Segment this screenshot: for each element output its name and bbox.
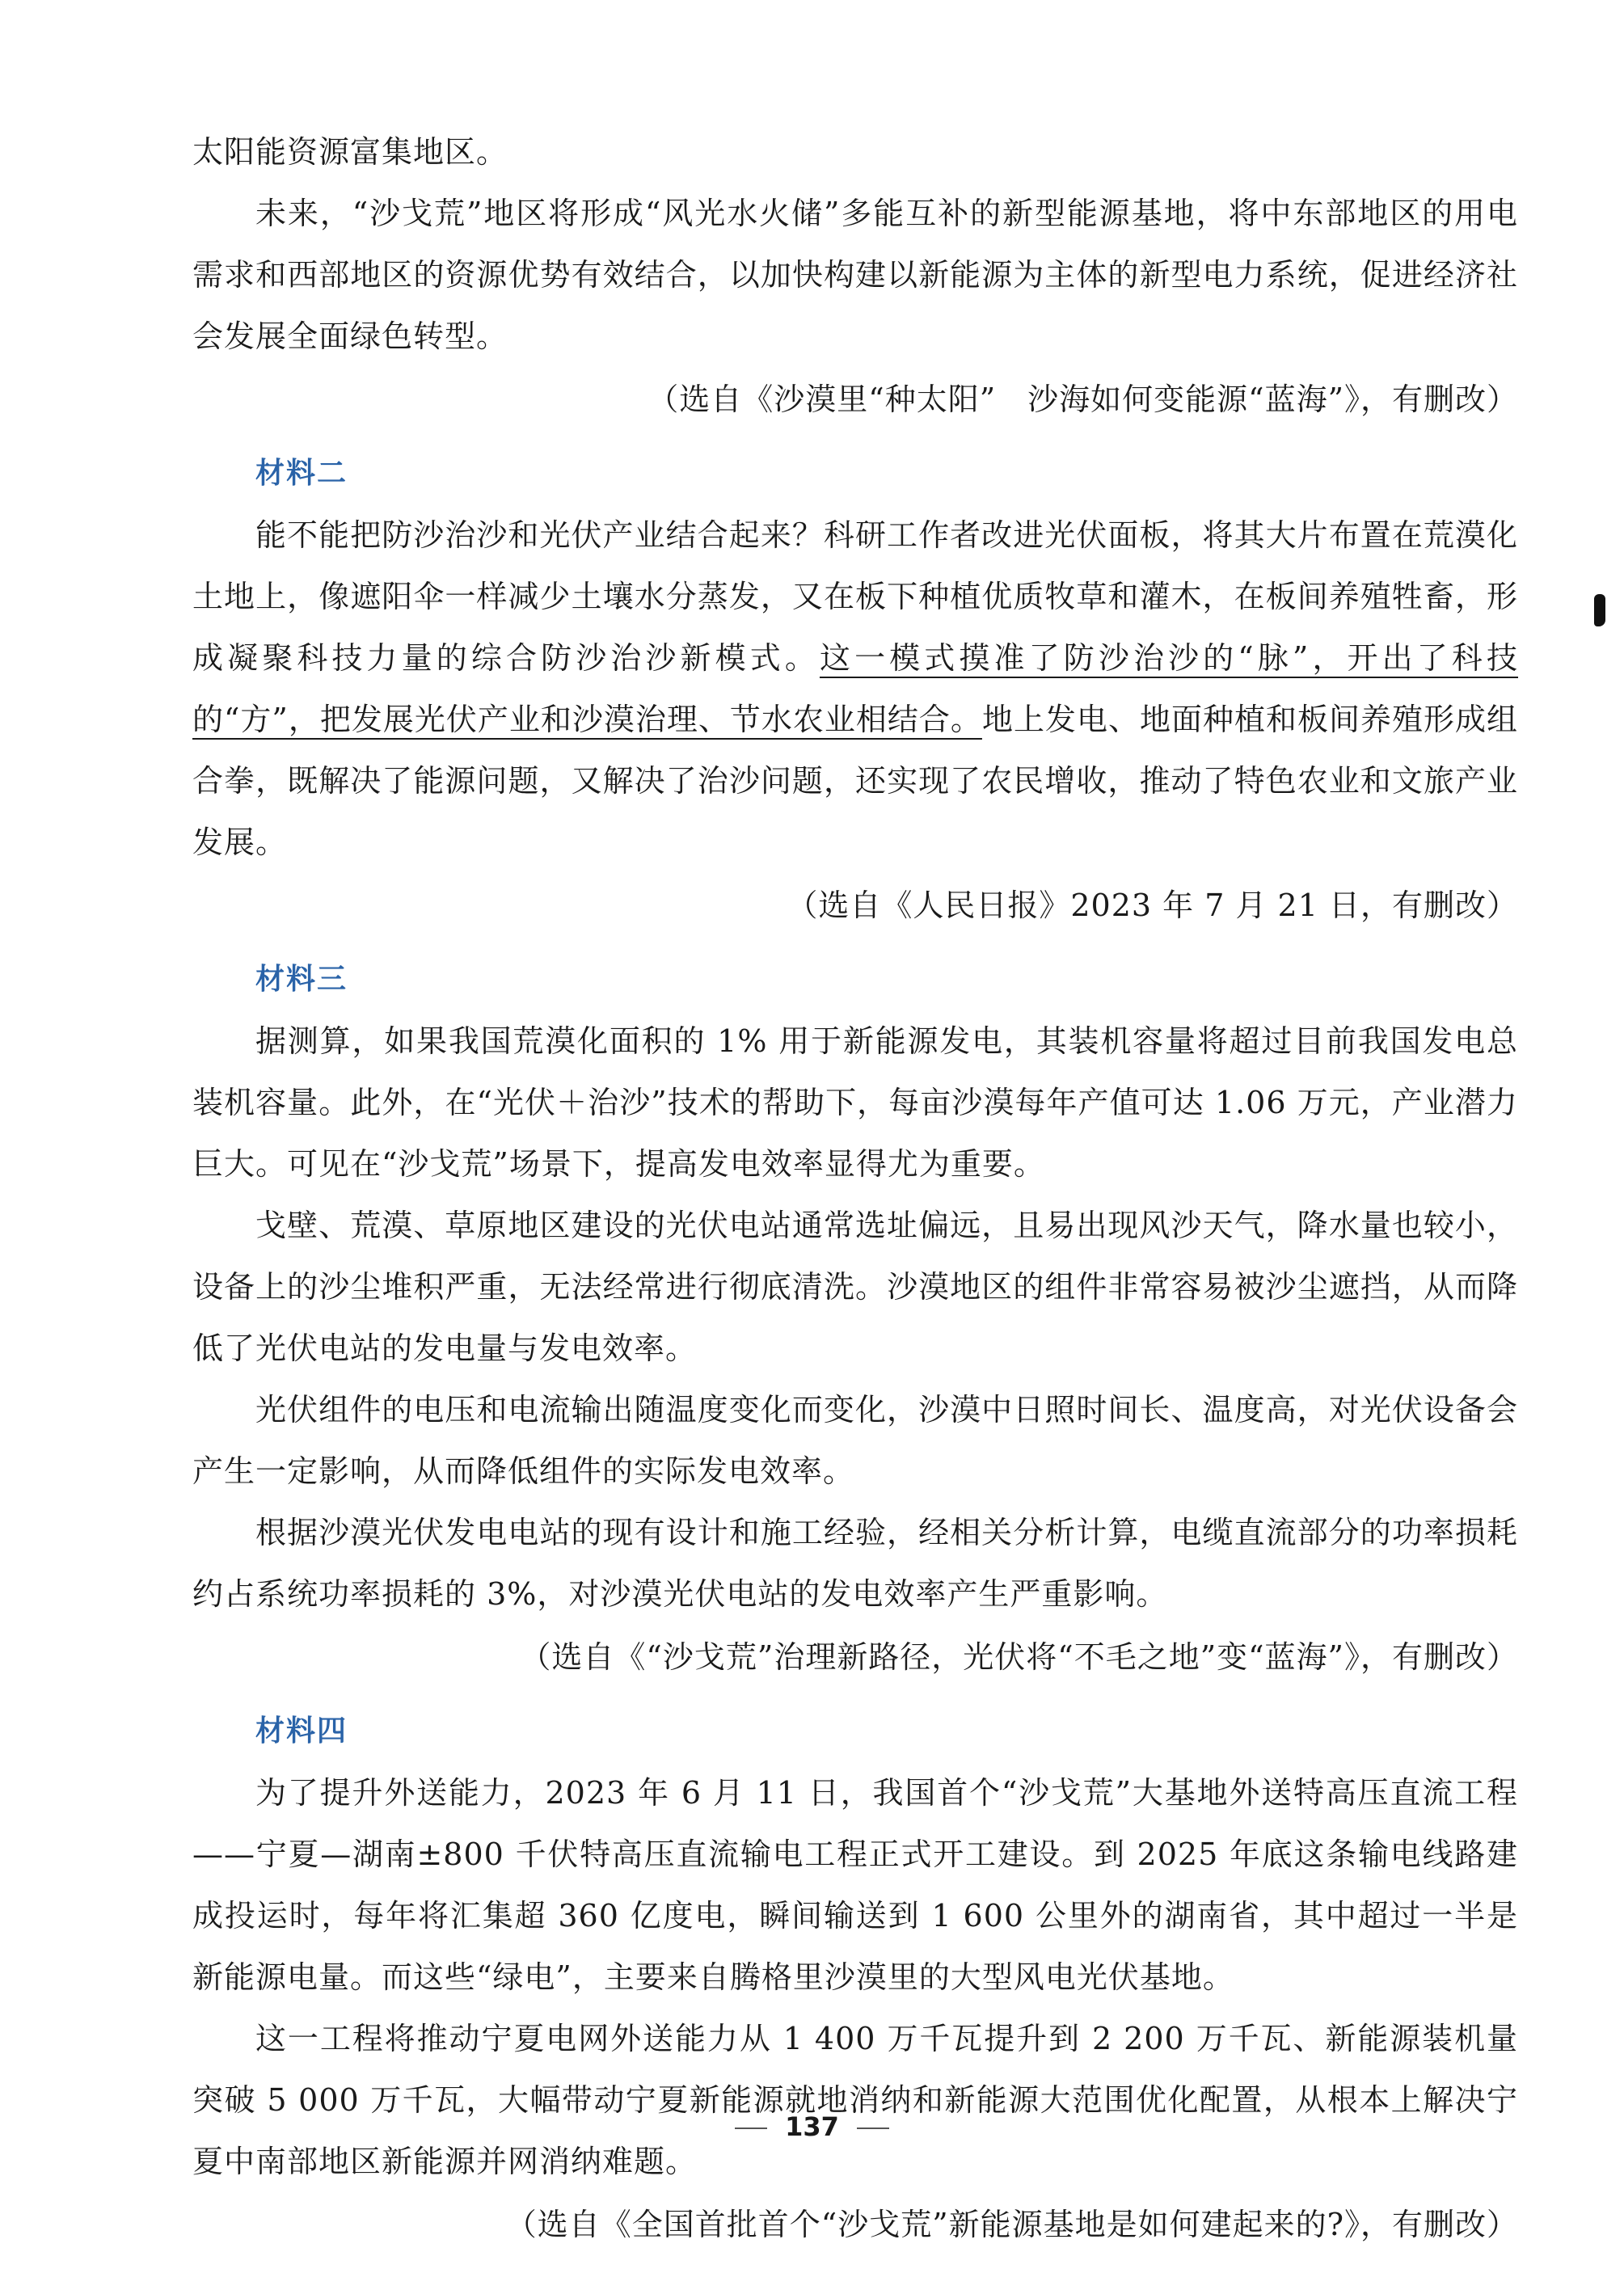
page-number-dash-right (857, 2128, 889, 2129)
source-citation-3: （选自《“沙戈荒”治理新路径，光伏将“不毛之地”变“蓝海”》，有删改） (520, 1639, 1518, 1675)
text-segment: 能不能把防沙治沙和光伏产业结合起来？科研工作者改进光伏面板，将其大片布置在荒漠化土地上，像遮阳伞一样减少土壤水分蒸发，又在板下种植优质牧草和灌木，在板间养殖牲畜，形成凝聚科技力量的综合防沙治沙新模式。 (192, 517, 1518, 676)
page-number (0, 2111, 1624, 2142)
paragraph-intro: 太阳能资源富集地区。 (192, 134, 508, 170)
paragraph-material-3-d: 根据沙漠光伏发电电站的现有设计和施工经验，经相关分析计算，电缆直流部分的功率损耗约占系统功率损耗的 3%，对沙漠光伏电站的发电效率产生严重影响。 (192, 1515, 1518, 1612)
source-citation-4: （选自《全国首批首个“沙戈荒”新能源基地是如何建起来的?》，有删改） (505, 2207, 1518, 2242)
paragraph-future: 未来，“沙戈荒”地区将形成“风光水火储”多能互补的新型能源基地，将中东部地区的用电需求和西部地区的资源优势有效结合，以加快构建以新能源为主体的新型电力系统，促进经济社会发展全面绿色转型。 (192, 196, 1518, 354)
section-heading-material-2: 材料二 (255, 457, 348, 490)
margin-ink-mark (1594, 594, 1605, 626)
paragraph-material-2 (192, 504, 1518, 873)
text-segment: 地上发电、地面种植和板间养殖形成组合拳，既解决了能源问题，又解决了治沙问题，还实现了农民增收，推动了特色农业和文旅产业发展。 (192, 702, 1518, 860)
paragraph-material-3-b: 戈壁、荒漠、草原地区建设的光伏电站通常选址偏远，且易出现风沙天气，降水量也较小，设备上的沙尘堆积严重，无法经常进行彻底清洗。沙漠地区的组件非常容易被沙尘遮挡，从而降低了光伏电站的发电量与发电效率。 (192, 1208, 1518, 1366)
paragraph-material-4-b: 这一工程将推动宁夏电网外送能力从 1 400 万千瓦提升到 2 200 万千瓦、新能源装机量突破 5 000 万千瓦，大幅带动宁夏新能源就地消纳和新能源大范围优化配置，从根本上解决宁夏中南部地区新能源并网消纳难题。 (192, 2021, 1518, 2179)
paragraph-material-3-a: 据测算，如果我国荒漠化面积的 1% 用于新能源发电，其装机容量将超过目前我国发电总装机容量。此外，在“光伏＋治沙”技术的帮助下，每亩沙漠每年产值可达 1.06 万元，产业潜力巨大。可见在“沙戈荒”场景下，提高发电效率显得尤为重要。 (192, 1023, 1518, 1182)
section-heading-material-3: 材料三 (255, 963, 348, 996)
document-page (192, 121, 1518, 2273)
source-citation-2: （选自《人民日报》2023 年 7 月 21 日，有删改） (787, 888, 1518, 923)
section-heading-material-4: 材料四 (255, 1714, 348, 1748)
page-number-dash-left (735, 2128, 767, 2129)
source-citation-1: （选自《沙漠里“种太阳” 沙海如何变能源“蓝海”》，有删改） (647, 382, 1518, 417)
page-number-value: 137 (785, 2111, 839, 2142)
paragraph-material-4-a: 为了提升外送能力，2023 年 6 月 11 日，我国首个“沙戈荒”大基地外送特高压直流工程——宁夏—湖南±800 千伏特高压直流输电工程正式开工建设。到 2025 年底这条输电线路建成投运时，每年将汇集超 360 亿度电，瞬间输送到 1 600 公里外的湖南省，其中超过一半是新能源电量。而这些“绿电”，主要来自腾格里沙漠里的大型风电光伏基地。 (192, 1775, 1518, 1995)
paragraph-material-3-c: 光伏组件的电压和电流输出随温度变化而变化，沙漠中日照时间长、温度高，对光伏设备会产生一定影响，从而降低组件的实际发电效率。 (192, 1392, 1518, 1489)
underlined-sentence: 这一模式摸准了防沙治沙的“脉”，开出了科技的“方”，把发展光伏产业和沙漠治理、节水农业相结合。 (192, 640, 1518, 737)
